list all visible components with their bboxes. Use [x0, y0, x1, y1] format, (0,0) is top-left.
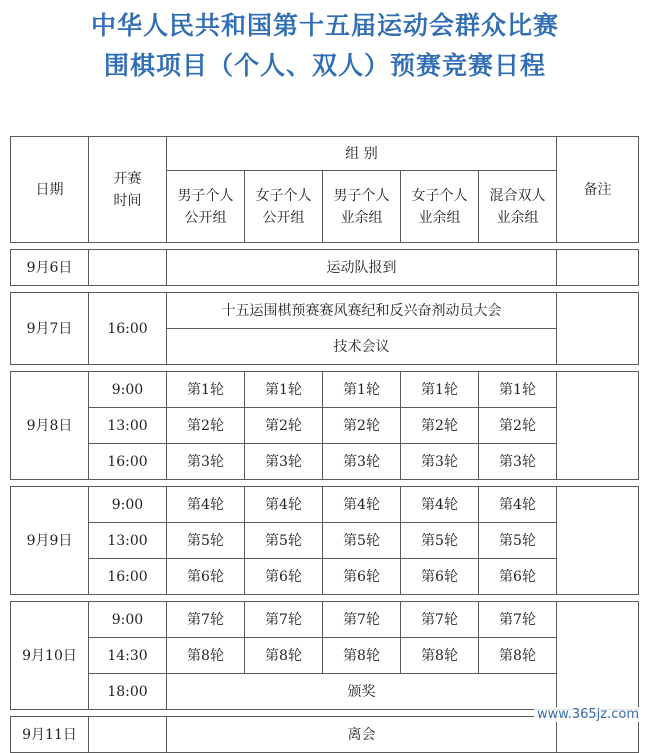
- row-gap: [11, 365, 639, 372]
- header-group-3: 男子个人 业余组: [323, 171, 401, 243]
- table-row: [11, 602, 639, 638]
- date-cell: 9月10日: [11, 602, 89, 710]
- round-cell: 第1轮: [479, 372, 557, 408]
- time-cell: 16:00: [89, 444, 167, 480]
- round-cell: 第2轮: [167, 408, 245, 444]
- round-cell: 第4轮: [323, 487, 401, 523]
- schedule-table: [10, 136, 639, 753]
- row-gap: [11, 595, 639, 602]
- table-row: [11, 674, 639, 710]
- table-row: [11, 293, 639, 329]
- remark-cell: [557, 372, 639, 480]
- round-cell: 第3轮: [479, 444, 557, 480]
- time-cell: 9:00: [89, 487, 167, 523]
- round-cell: 第5轮: [479, 523, 557, 559]
- event-cell: 运动队报到: [167, 250, 557, 286]
- document-title-line1: 中华人民共和国第十五届运动会群众比赛: [90, 11, 559, 40]
- round-cell: 第5轮: [323, 523, 401, 559]
- event-cell: 离会: [167, 717, 557, 753]
- time-cell: [89, 717, 167, 753]
- header-group-2: 女子个人 公开组: [245, 171, 323, 243]
- header-date: 日期: [11, 137, 89, 243]
- remark-cell: [557, 602, 639, 710]
- remark-cell: [557, 293, 639, 365]
- round-cell: 第3轮: [167, 444, 245, 480]
- header-remark: 备注: [557, 137, 639, 243]
- round-cell: 第6轮: [167, 559, 245, 595]
- round-cell: 第8轮: [245, 638, 323, 674]
- round-cell: 第5轮: [401, 523, 479, 559]
- round-cell: 第3轮: [401, 444, 479, 480]
- time-cell: [89, 250, 167, 286]
- round-cell: 第3轮: [323, 444, 401, 480]
- remark-cell: [557, 250, 639, 286]
- row-gap: [11, 243, 639, 250]
- row-gap: [11, 480, 639, 487]
- row-gap-cell: [11, 365, 639, 372]
- remark-cell: [557, 487, 639, 595]
- round-cell: 第7轮: [323, 602, 401, 638]
- round-cell: 第4轮: [479, 487, 557, 523]
- time-cell: 13:00: [89, 523, 167, 559]
- row-gap-cell: [11, 480, 639, 487]
- time-cell: 16:00: [89, 559, 167, 595]
- round-cell: 第7轮: [245, 602, 323, 638]
- date-cell: 9月9日: [11, 487, 89, 595]
- row-gap-cell: [11, 286, 639, 293]
- round-cell: 第5轮: [167, 523, 245, 559]
- round-cell: 第2轮: [401, 408, 479, 444]
- date-cell: 9月8日: [11, 372, 89, 480]
- round-cell: 第1轮: [323, 372, 401, 408]
- table-header-row: [11, 137, 639, 171]
- round-cell: 第3轮: [245, 444, 323, 480]
- row-gap-cell: [11, 243, 639, 250]
- header-group-5: 混合双人 业余组: [479, 171, 557, 243]
- document-title-line2: 围棋项目（个人、双人）预赛竞赛日程: [103, 51, 546, 80]
- round-cell: 第7轮: [401, 602, 479, 638]
- round-cell: 第1轮: [167, 372, 245, 408]
- table-row: [11, 638, 639, 674]
- row-gap-cell: [11, 595, 639, 602]
- date-cell: 9月11日: [11, 717, 89, 753]
- table-row: [11, 372, 639, 408]
- date-cell: 9月7日: [11, 293, 89, 365]
- header-group: 组 别: [167, 137, 557, 171]
- time-cell: 13:00: [89, 408, 167, 444]
- time-cell: 18:00: [89, 674, 167, 710]
- round-cell: 第5轮: [245, 523, 323, 559]
- event-cell: 颁奖: [167, 674, 557, 710]
- round-cell: 第7轮: [479, 602, 557, 638]
- round-cell: 第2轮: [479, 408, 557, 444]
- table-row: [11, 559, 639, 595]
- table-row: [11, 523, 639, 559]
- round-cell: 第6轮: [245, 559, 323, 595]
- round-cell: 第1轮: [401, 372, 479, 408]
- round-cell: 第8轮: [401, 638, 479, 674]
- header-group-4: 女子个人 业余组: [401, 171, 479, 243]
- event-cell: 十五运围棋预赛赛风赛纪和反兴奋剂动员大会: [167, 293, 557, 329]
- watermark: www.365jz.com: [534, 707, 642, 722]
- round-cell: 第6轮: [479, 559, 557, 595]
- table-row: [11, 444, 639, 480]
- time-cell: 16:00: [89, 293, 167, 365]
- header-group-1: 男子个人 公开组: [167, 171, 245, 243]
- table-row: [11, 250, 639, 286]
- table-row: [11, 408, 639, 444]
- round-cell: 第7轮: [167, 602, 245, 638]
- header-time: 开赛 时间: [89, 137, 167, 243]
- event-cell: 技术会议: [167, 329, 557, 365]
- row-gap: [11, 286, 639, 293]
- round-cell: 第4轮: [245, 487, 323, 523]
- round-cell: 第8轮: [323, 638, 401, 674]
- round-cell: 第8轮: [167, 638, 245, 674]
- round-cell: 第6轮: [401, 559, 479, 595]
- round-cell: 第4轮: [401, 487, 479, 523]
- round-cell: 第2轮: [245, 408, 323, 444]
- time-cell: 14:30: [89, 638, 167, 674]
- table-row: [11, 487, 639, 523]
- round-cell: 第8轮: [479, 638, 557, 674]
- round-cell: 第4轮: [167, 487, 245, 523]
- time-cell: 9:00: [89, 602, 167, 638]
- round-cell: 第2轮: [323, 408, 401, 444]
- date-cell: 9月6日: [11, 250, 89, 286]
- round-cell: 第6轮: [323, 559, 401, 595]
- round-cell: 第1轮: [245, 372, 323, 408]
- time-cell: 9:00: [89, 372, 167, 408]
